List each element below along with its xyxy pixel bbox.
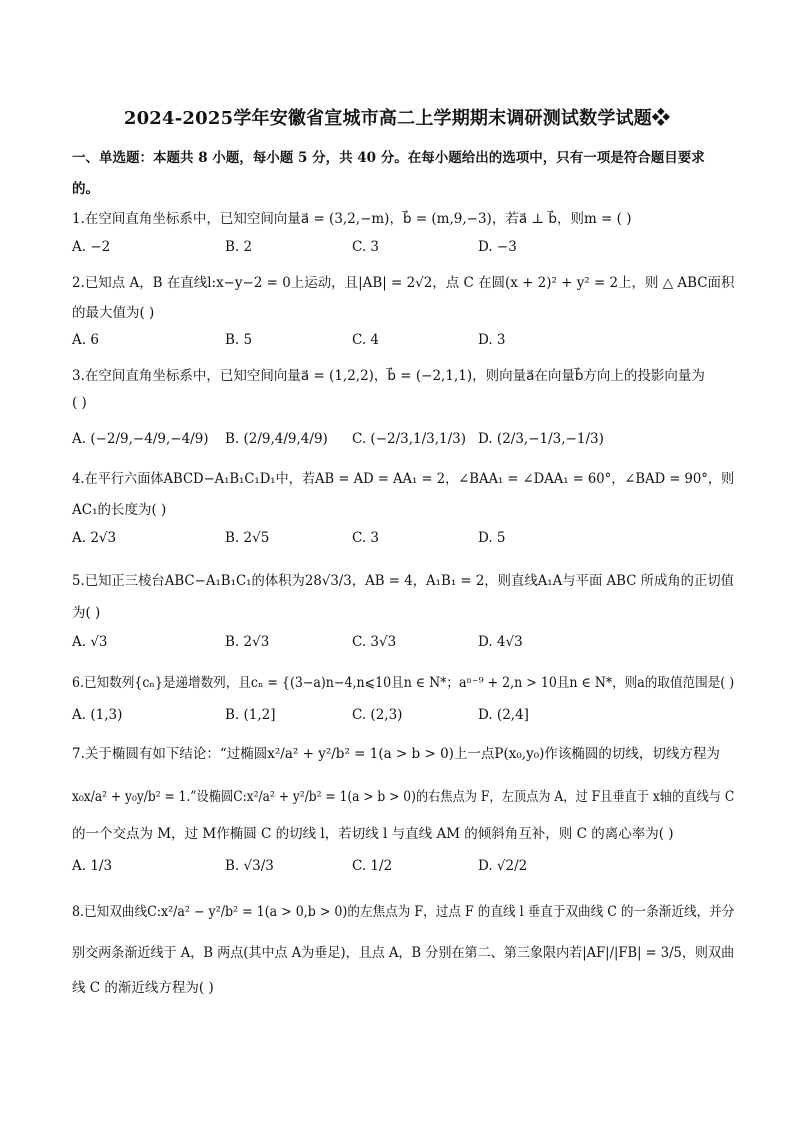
question-3-text: 3.在空间直角坐标系中，已知空间向量a⃗ = (1,2,2)，b⃗ = (−2,1,1)，则向量a⃗在向量b⃗方向上的投影向量为: [72, 368, 705, 384]
question-4-option-c: C. 3: [352, 530, 380, 546]
question-7-text: 7.关于椭圆有如下结论：“过椭圆x²/a² + y²/b² = 1(a > b > 0)上一点P(x₀,y₀)作该椭圆的切线，切线方程为: [72, 746, 720, 762]
question-7-option-d: D. √2/2: [478, 858, 528, 874]
question-5-option-b: B. 2√3: [225, 634, 270, 650]
section-heading: 一、单选题：本题共 8 小题，每小题 5 分，共 40 分。在每小题给出的选项中，只有一项是符合题目要求: [72, 150, 705, 166]
question-7-text-cont-2: 的一个交点为 M，过 M作椭圆 C 的切线 l，若切线 l 与直线 AM 的倾斜角互补，则 C 的离心率为( ): [72, 826, 674, 842]
question-7-option-a: A. 1/3: [72, 858, 113, 874]
question-1-option-d: D. −3: [478, 239, 517, 255]
question-5-option-c: C. 3√3: [352, 634, 397, 650]
question-8-text-cont-2: 线 C 的渐近线方程为( ): [72, 980, 214, 996]
question-2-text: 2.已知点 A，B 在直线l:x−y−2 = 0上运动，且|AB| = 2√2，点 C 在圆(x + 2)² + y² = 2上，则 △ ABC面积: [72, 275, 735, 291]
question-5-option-d: D. 4√3: [478, 634, 523, 650]
question-8-text: 8.已知双曲线C:x²/a² − y²/b² = 1(a > 0,b > 0)的左焦点为 F，过点 F 的直线 l 垂直于双曲线 C 的一条渐近线，并分: [72, 904, 735, 920]
page-title: 2024-2025学年安徽省宣城市高二上学期期末调研测试数学试题❖: [123, 108, 671, 129]
question-5-text: 5.已知正三棱台ABC−A₁B₁C₁的体积为28√3/3，AB = 4，A₁B₁ = 2，则直线A₁A与平面 ABC 所成角的正切值: [72, 573, 735, 589]
question-1-option-b: B. 2: [225, 239, 253, 255]
question-1-text: 1.在空间直角坐标系中，已知空间向量a⃗ = (3,2,−m)，b⃗ = (m,9,−3)，若a⃗ ⊥ b⃗，则m = ( ): [72, 211, 632, 227]
question-4-text-cont: AC₁的长度为( ): [72, 502, 167, 518]
question-5-text-cont: 为( ): [72, 605, 101, 621]
question-4-option-a: A. 2√3: [72, 530, 117, 546]
question-3-option-b: B. (2/9,4/9,4/9): [225, 431, 328, 447]
question-3-text-cont: ( ): [72, 395, 87, 411]
section-heading-cont: 的。: [72, 181, 99, 197]
question-4-option-d: D. 5: [478, 530, 506, 546]
question-2-text-cont: 的最大值为( ): [72, 305, 155, 321]
question-6-option-b: B. (1,2]: [225, 707, 276, 723]
question-6-option-c: C. (2,3): [352, 707, 403, 723]
question-5-option-a: A. √3: [72, 634, 108, 650]
question-4-text: 4.在平行六面体ABCD−A₁B₁C₁D₁中，若AB = AD = AA₁ = 2，∠BAA₁ = ∠DAA₁ = 60°，∠BAD = 90°，则: [72, 471, 735, 487]
question-2-option-a: A. 6: [72, 332, 99, 348]
question-6-option-a: A. (1,3): [72, 707, 123, 723]
question-8-text-cont-1: 别交两条渐近线于 A，B 两点(其中点 A为垂足)，且点 A，B 分别在第二、第三象限内若|AF|/|FB| = 3/5，则双曲: [72, 945, 735, 961]
question-3-option-a: A. (−2/9,−4/9,−4/9): [72, 431, 209, 447]
question-6-text: 6.已知数列{cₙ}是递增数列，且cₙ = {(3−a)n−4,n⩽10且n ∈ N*；aⁿ⁻⁹ + 2,n > 10且n ∈ N*，则a的取值范围是( ): [72, 675, 735, 691]
question-2-option-c: C. 4: [352, 332, 380, 348]
question-7-text-cont-1: x₀x/a² + y₀y/b² = 1.”设椭圆C:x²/a² + y²/b² = 1(a > b > 0)的右焦点为 F，左顶点为 A，过 F且垂直于 x轴的直线与 C: [72, 789, 735, 805]
question-2-option-d: D. 3: [478, 332, 506, 348]
question-1-option-a: A. −2: [72, 239, 111, 255]
question-1-option-c: C. 3: [352, 239, 380, 255]
question-7-option-b: B. √3/3: [225, 858, 274, 874]
question-3-option-c: C. (−2/3,1/3,1/3): [352, 431, 467, 447]
question-7-option-c: C. 1/2: [352, 858, 393, 874]
question-2-option-b: B. 5: [225, 332, 253, 348]
question-3-option-d: D. (2/3,−1/3,−1/3): [478, 431, 604, 447]
question-6-option-d: D. (2,4]: [478, 707, 529, 723]
question-4-option-b: B. 2√5: [225, 530, 270, 546]
